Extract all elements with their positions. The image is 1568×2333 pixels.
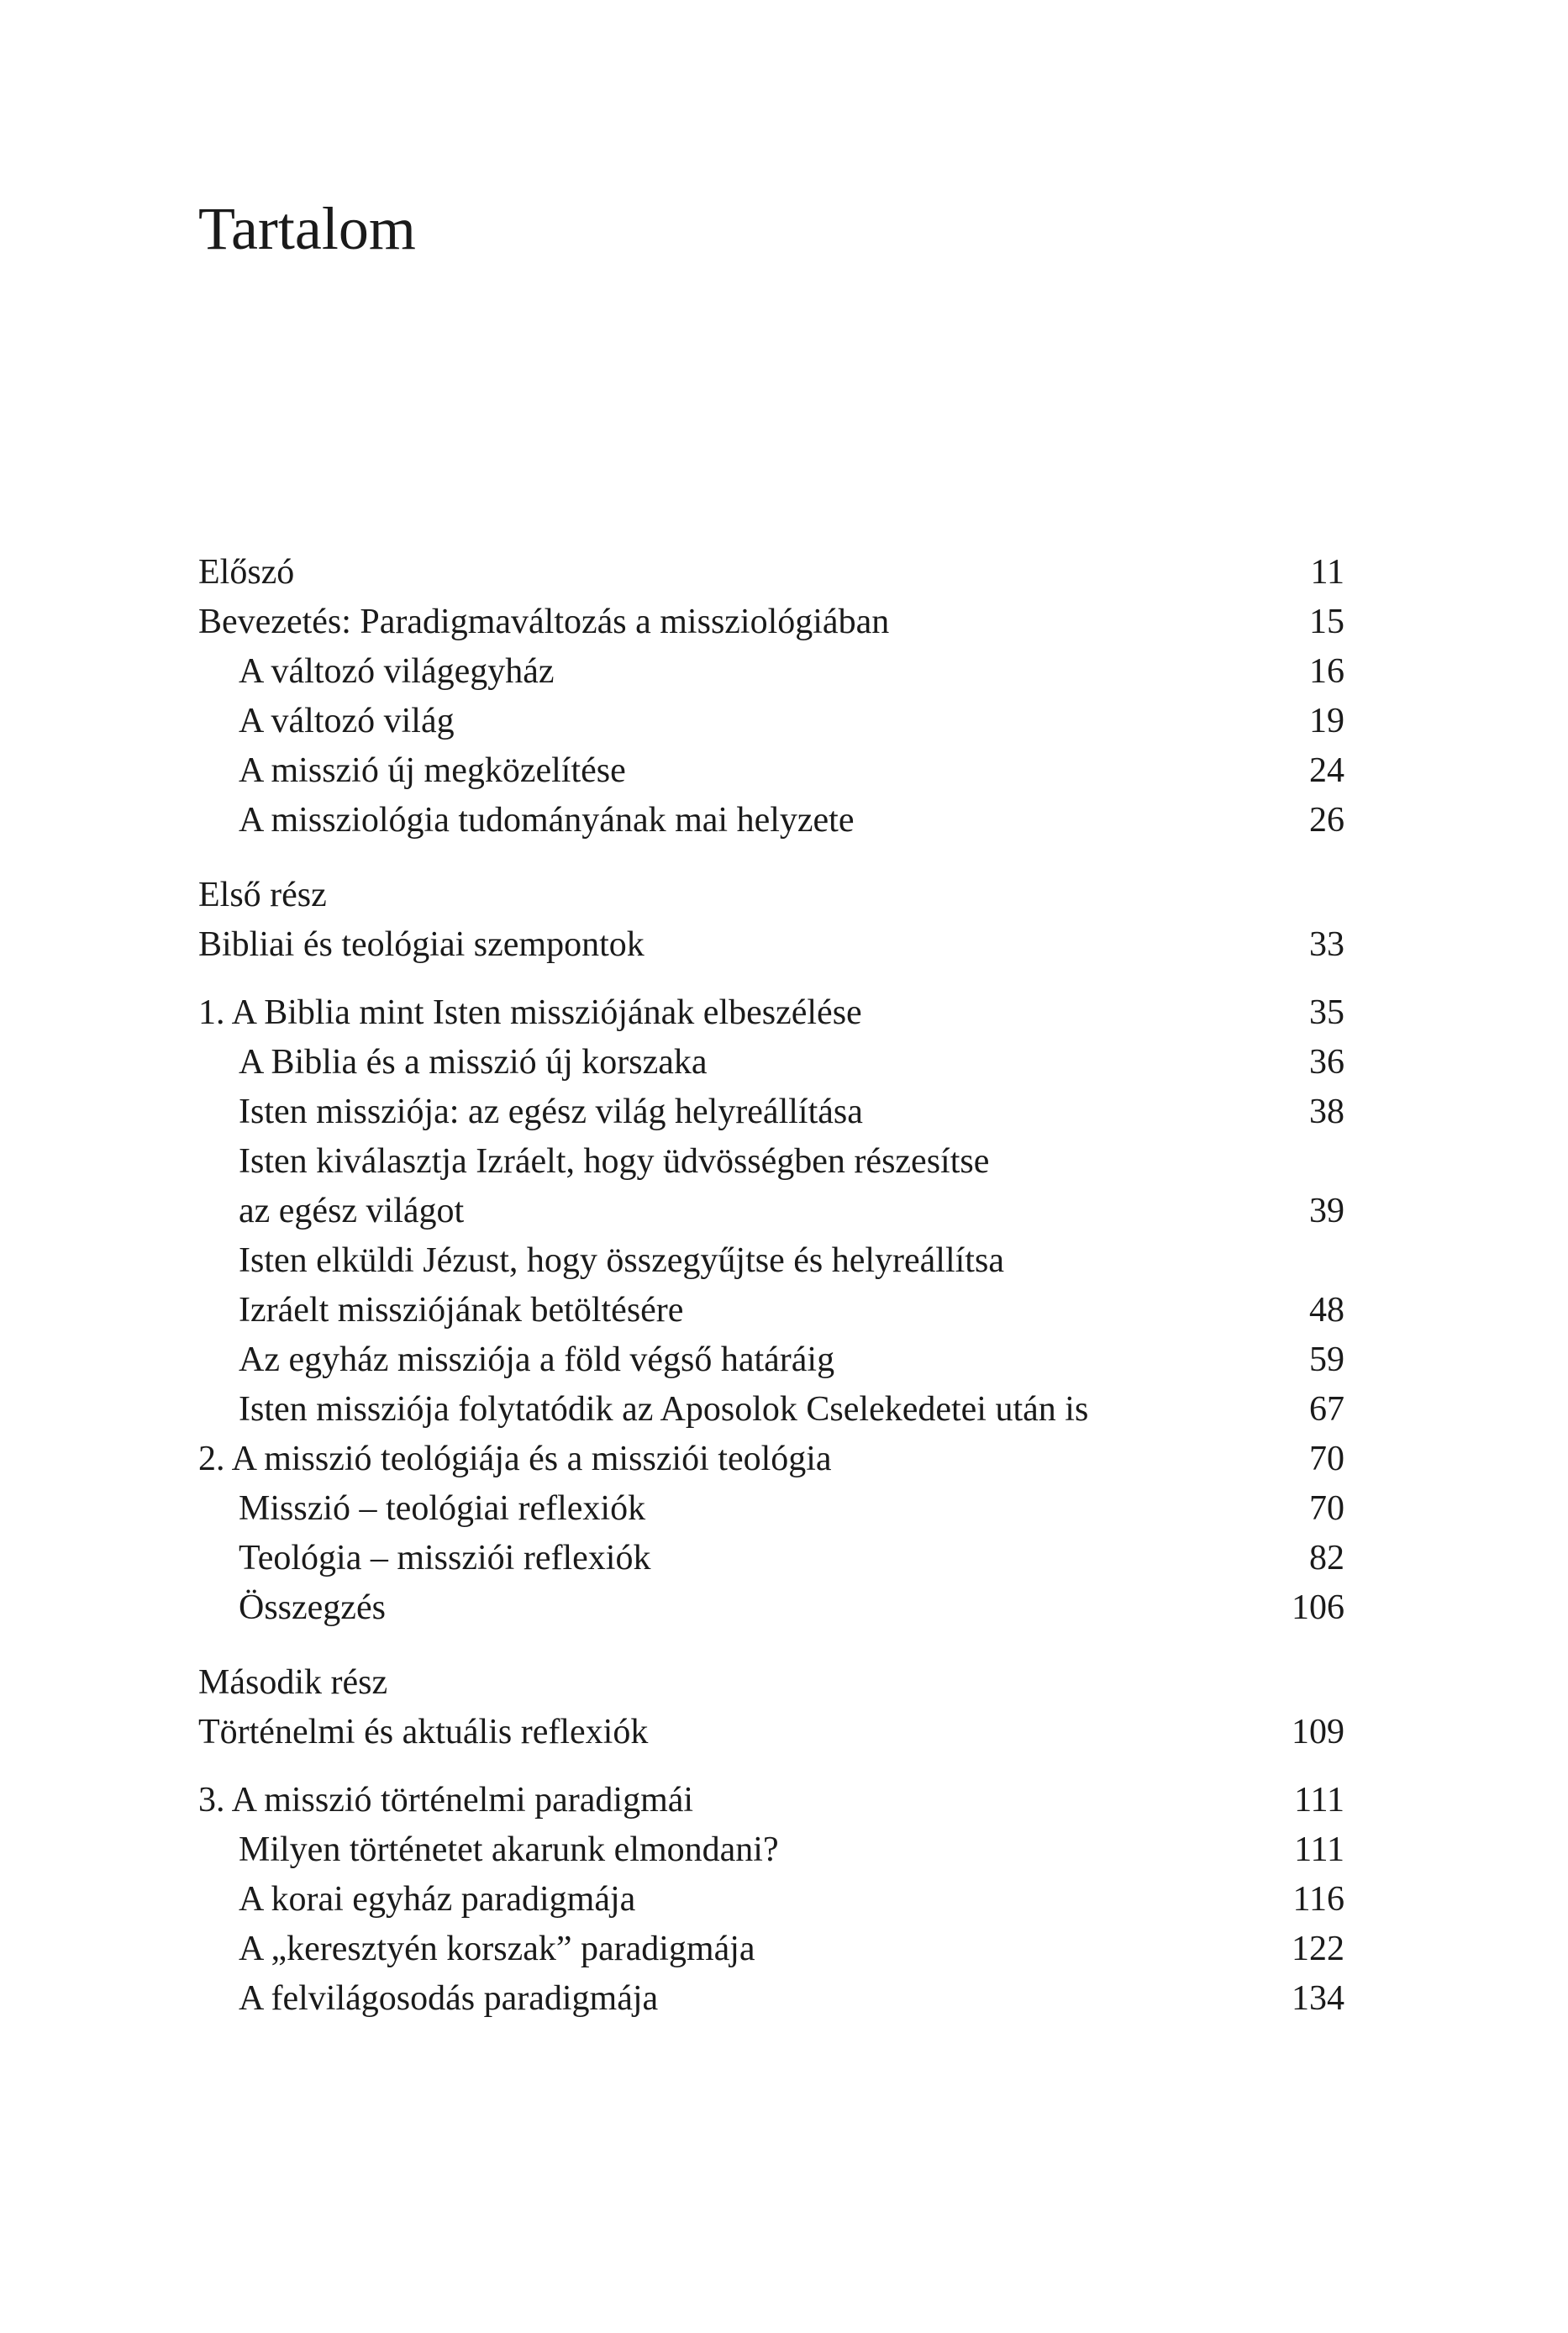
toc-entry [198,1776,1344,1825]
toc-entry-page: 70 [1309,1489,1344,1528]
toc-entry [198,746,1344,796]
toc-entry-page: 134 [1292,1979,1344,2018]
toc-entry [198,796,1344,845]
toc-entry-page: 59 [1309,1340,1344,1379]
toc-entry-label: Az egyház missziója a föld végső határáig [239,1340,835,1379]
toc-entry-page: 111 [1294,1830,1344,1869]
toc-entry [198,1484,1344,1534]
toc-entry-label: 3. A misszió történelmi paradigmái [198,1781,694,1820]
toc-entry-label: Isten missziója folytatódik az Aposolok Cselekedetei után is [239,1390,1089,1429]
toc-entry-page: 38 [1309,1093,1344,1131]
toc-entry-label: A misszió új megközelítése [239,751,626,790]
toc-entry [198,988,1344,1038]
toc-entry-page: 39 [1309,1192,1344,1230]
toc-entry [198,1286,1344,1335]
toc-entry [198,1385,1344,1435]
part-heading [198,1658,1344,1708]
toc-entry [198,1708,1344,1757]
toc-entry-label: Második rész [198,1663,388,1702]
toc-entry [198,1335,1344,1385]
toc-entry-label: Bibliai és teológiai szempontok [198,925,645,964]
toc-entry-page: 35 [1309,993,1344,1032]
toc-entry-page: 11 [1310,553,1344,592]
toc-entry-label: Izráelt missziójának betöltésére [239,1291,684,1330]
table-of-contents [198,548,1344,2024]
toc-entry [198,598,1344,647]
part-heading [198,871,1344,920]
toc-entry-label: A változó világegyház [239,652,555,691]
toc-entry-label: 2. A misszió teológiája és a missziói teológia [198,1440,832,1478]
toc-entry-page: 26 [1309,801,1344,840]
toc-entry-label: Történelmi és aktuális reflexiók [198,1713,649,1751]
toc-entry-page: 106 [1292,1588,1344,1627]
toc-entry [198,1038,1344,1088]
toc-entry [198,697,1344,746]
toc-entry [198,1974,1344,2024]
toc-entry-label: A Biblia és a misszió új korszaka [239,1043,708,1082]
toc-entry [198,1875,1344,1925]
toc-entry-label: A korai egyház paradigmája [239,1880,636,1919]
toc-entry-page: 15 [1309,603,1344,641]
toc-entry-page: 111 [1294,1781,1344,1820]
toc-entry-page: 36 [1309,1043,1344,1082]
toc-entry-page: 109 [1292,1713,1344,1751]
toc-entry-page: 82 [1309,1539,1344,1577]
toc-entry [198,1187,1344,1236]
toc-entry-page: 16 [1309,652,1344,691]
toc-entry-label: Milyen történetet akarunk elmondani? [239,1830,779,1869]
toc-entry-label: Teológia – missziói reflexiók [239,1539,651,1577]
toc-entry-label: Misszió – teológiai reflexiók [239,1489,646,1528]
toc-entry-label: 1. A Biblia mint Isten missziójának elbeszélése [198,993,862,1032]
toc-entry [198,1534,1344,1583]
page-title: Tartalom [198,195,416,262]
toc-entry-label: Isten elküldi Jézust, hogy összegyűjtse és helyreállítsa [239,1241,1004,1280]
toc-entry-page: 19 [1309,702,1344,740]
toc-entry [198,1583,1344,1633]
toc-entry-page: 67 [1309,1390,1344,1429]
toc-entry-page: 33 [1309,925,1344,964]
toc-entry-label: A missziológia tudományának mai helyzete [239,801,855,840]
toc-entry-label: Első rész [198,876,327,914]
toc-entry-page: 70 [1309,1440,1344,1478]
toc-entry-label: A változó világ [239,702,455,740]
toc-entry-page: 24 [1309,751,1344,790]
toc-entry-label: Isten missziója: az egész világ helyreállítása [239,1093,863,1131]
toc-entry [198,1137,1344,1187]
toc-entry [198,1236,1344,1286]
toc-entry-label: Előszó [198,553,295,592]
toc-entry-label: Összegzés [239,1588,386,1627]
toc-entry [198,1925,1344,1974]
toc-entry-label: A „keresztyén korszak” paradigmája [239,1930,755,1968]
toc-entry-page: 48 [1309,1291,1344,1330]
toc-entry [198,920,1344,970]
toc-entry-page: 116 [1292,1880,1344,1919]
toc-entry-page: 122 [1292,1930,1344,1968]
toc-entry [198,548,1344,598]
toc-entry-label: Bevezetés: Paradigmaváltozás a missziológiában [198,603,890,641]
toc-entry [198,1825,1344,1875]
toc-entry [198,647,1344,697]
toc-entry [198,1088,1344,1137]
toc-entry-label: Isten kiválasztja Izráelt, hogy üdvösségben részesítse [239,1142,990,1181]
toc-entry-label: A felvilágosodás paradigmája [239,1979,659,2018]
toc-entry [198,1435,1344,1484]
toc-entry-label: az egész világot [239,1192,465,1230]
